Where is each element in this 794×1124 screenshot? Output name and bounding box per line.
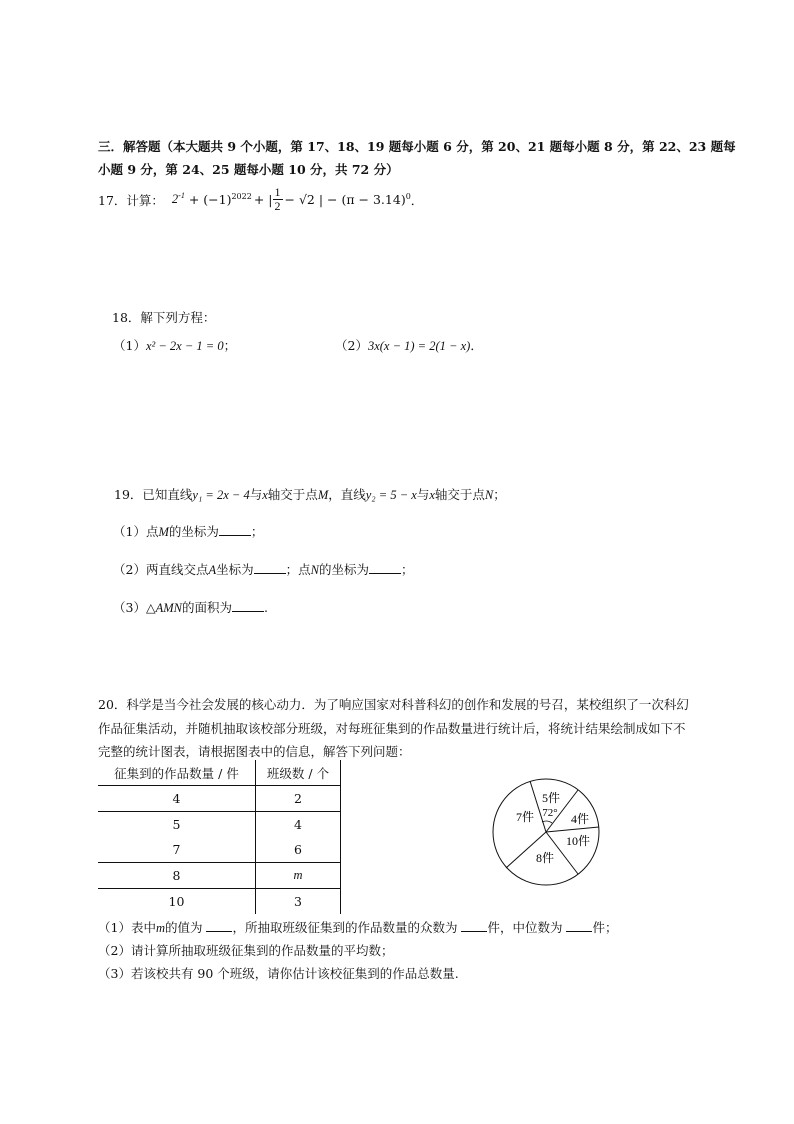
q18-label: 18．解下列方程：: [112, 310, 216, 325]
pie-label-4: 4件: [570, 812, 590, 826]
q17-term-d: − √2 | − $(\pi - 3.14)^0$: [284, 191, 411, 208]
table-cell: 7: [98, 837, 256, 863]
pie-label-7: 7件: [515, 810, 535, 824]
table-header-row: [98, 760, 341, 786]
table-header: 班级数 / 个: [256, 760, 341, 786]
pie-chart: [490, 772, 610, 892]
table-cell: 8: [98, 863, 256, 889]
q17-term-b: + $(-1)^{2022}$: [188, 191, 252, 208]
answer-blank[interactable]: [461, 919, 487, 932]
q20-line2: 作品征集活动，并随机抽取该校部分班级，对每班征集到的作品数量进行统计后，将统计结果绘制成如下不: [98, 721, 686, 736]
answer-blank[interactable]: [254, 561, 286, 574]
answer-blank[interactable]: [566, 919, 592, 932]
table-cell: 5: [98, 812, 256, 838]
q17-fraction: $\frac{1}{2}$: [274, 185, 281, 213]
section-heading-cont: 小题 9 分，第 24、25 题每小题 10 分，共 72 分）: [98, 162, 399, 177]
q17-term-c: + |: [253, 192, 273, 207]
q20-sub3: （3）若该校共有 90 个班级，请你估计该校征集到的作品总数量.: [98, 966, 459, 981]
question-17: [98, 186, 423, 213]
table-cell: 4: [256, 812, 341, 838]
q20-line3: 完整的统计图表，请根据图表中的信息，解答下列问题：: [98, 744, 411, 759]
answer-blank[interactable]: [206, 919, 232, 932]
table-cell: 3: [256, 889, 341, 915]
pie-angle-label: 72°: [542, 807, 558, 819]
answer-blank[interactable]: [219, 523, 251, 536]
answer-blank[interactable]: [232, 599, 264, 612]
table-row: [98, 812, 341, 838]
table-cell: 6: [256, 837, 341, 863]
section-heading: 三．解答题（本大题共 9 个小题，第 17、18、19 题每小题 6 分，第 20、21 题每小题 8 分，第 22、23 题每: [98, 139, 736, 154]
table-row: [98, 786, 341, 812]
table-cell: m: [256, 863, 341, 889]
table-cell: 10: [98, 889, 256, 915]
data-table: [98, 760, 341, 914]
table-cell: 4: [98, 786, 256, 812]
q18-part1: （1）x² − 2x − 1 = 0；: [113, 338, 237, 353]
q19-stem: 19．已知直线y₁ = 2x − 4与x轴交于点M，直线y₂ = 5 − x与x轴交于点N；: [114, 487, 506, 502]
q20-sub2: （2）请计算所抽取班级征集到的作品数量的平均数；: [98, 943, 394, 958]
q20-line1: 20．科学是当今社会发展的核心动力．为了响应国家对科普科幻的创作和发展的号召，某校组织了一次科幻: [98, 697, 689, 712]
table-row: [98, 837, 341, 863]
pie-label-5: 5件: [541, 791, 561, 805]
q20-sub1: （1）表中m的值为 ，所抽取班级征集到的作品数量的众数为 件，中位数为 件；: [98, 920, 618, 935]
q17-end: ．: [410, 192, 424, 208]
table-row: [98, 863, 341, 889]
table-row: [98, 889, 341, 915]
q17-label: 17．计算：: [98, 192, 164, 208]
pie-label-10: 10件: [565, 834, 591, 848]
answer-blank[interactable]: [369, 561, 401, 574]
q19-part1: （1）点M的坐标为 ；: [113, 524, 264, 539]
table-header: 征集到的作品数量 / 件: [98, 760, 256, 786]
q19-part3: （3）△AMN的面积为 .: [113, 600, 268, 615]
table-cell: 2: [256, 786, 341, 812]
q18-part2: （2）3x(x − 1) = 2(1 − x)．: [335, 338, 483, 353]
q19-part2: （2）两直线交点A坐标为 ；点N的坐标为 ；: [113, 562, 414, 577]
q17-base: $2^{-1}$: [171, 191, 185, 207]
pie-label-8: 8件: [535, 851, 555, 865]
pie-divider: [546, 827, 599, 832]
